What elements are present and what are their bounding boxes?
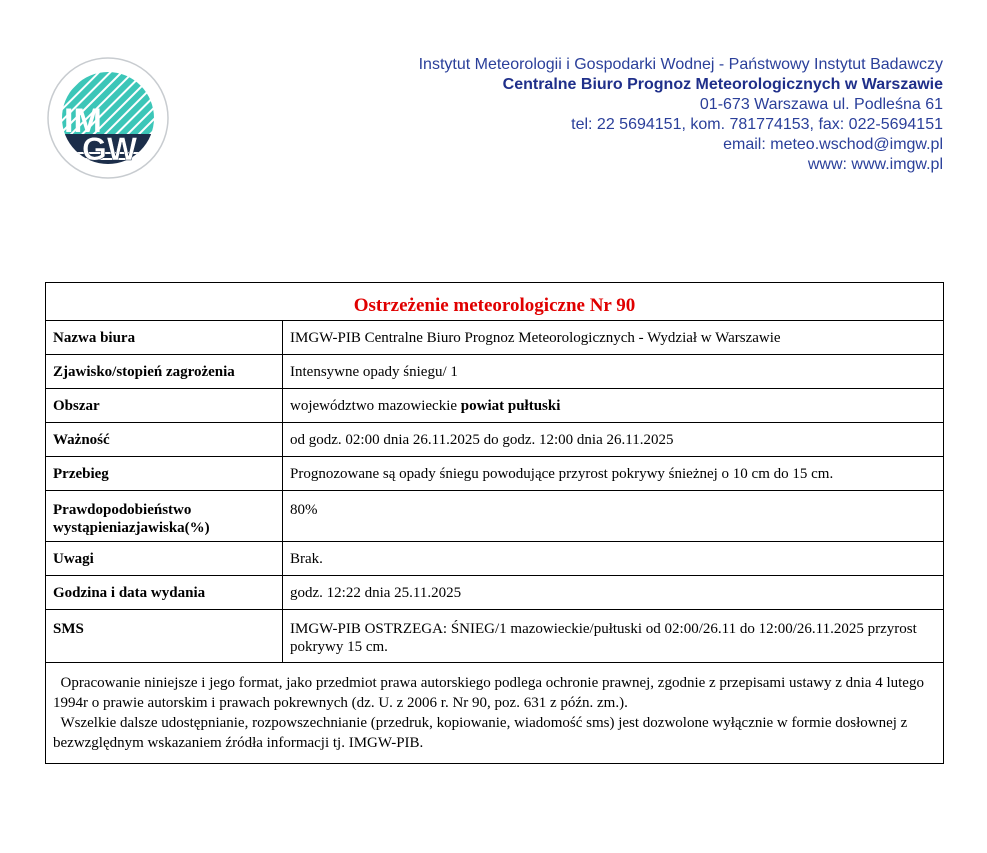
svg-text:GW: GW (82, 131, 138, 167)
county: powiat pułtuski (460, 397, 561, 414)
row-value: godz. 12:22 dnia 25.11.2025 (283, 576, 944, 610)
table-row (46, 321, 944, 355)
copyright-p2: Wszelkie dalsze udostępnianie, rozpowszechnianie (przedruk, kopiowanie, wiadomość sms) jest dozwolone wyłącznie w formie dosłownej z bezwzględnym wskazaniem źródła informacji tj. IMGW-PIB. (53, 715, 908, 751)
copyright-p1: Opracowanie niniejsze i jego format, jako przedmiot prawa autorskiego podlega ochronie prawnej, zgodnie z przepisami ustawy z dnia 4 lutego 1994r o prawie autorskim i prawach pokrewnych (dz. U. z 2006 r. Nr 90, poz. 631 z późn. zm.). (53, 675, 924, 711)
table-row (46, 355, 944, 389)
row-label: Obszar (46, 389, 283, 423)
table-row (46, 576, 944, 610)
table-row (46, 423, 944, 457)
row-label: SMS (46, 610, 283, 663)
row-value: IMGW-PIB OSTRZEGA: ŚNIEG/1 mazowieckie/pułtuski od 02:00/26.11 do 12:00/26.11.2025 przyrost pokrywy 15 cm. (283, 610, 944, 663)
row-label: Zjawisko/stopień zagrożenia (46, 355, 283, 389)
region: województwo mazowieckie (290, 397, 461, 414)
row-label: Ważność (46, 423, 283, 457)
row-label: Przebieg (46, 457, 283, 491)
row-value: Intensywne opady śniegu/ 1 (283, 355, 944, 389)
office-name: Centralne Biuro Prognoz Meteorologicznych w Warszawie (502, 76, 943, 93)
row-value: 80% (283, 491, 944, 542)
phone: tel: 22 5694151, kom. 781774153, fax: 022-5694151 (571, 116, 943, 133)
row-value: IMGW-PIB Centralne Biuro Prognoz Meteorologicznych - Wydział w Warszawie (283, 321, 944, 355)
table-row (46, 610, 944, 663)
institute-name: Instytut Meteorologii i Gospodarki Wodnej - Państwowy Instytut Badawczy (418, 56, 943, 73)
warning-title: Ostrzeżenie meteorologiczne Nr 90 (46, 283, 944, 321)
row-value: od godz. 02:00 dnia 26.11.2025 do godz. 12:00 dnia 26.11.2025 (283, 423, 944, 457)
table-row (46, 491, 944, 542)
row-label: Prawdopodobieństwo wystąpieniazjawiska(%) (46, 491, 283, 542)
address: 01-673 Warszawa ul. Podleśna 61 (699, 96, 943, 113)
email[interactable]: email: meteo.wschod@imgw.pl (723, 136, 943, 153)
row-value (283, 389, 944, 423)
row-value: Brak. (283, 542, 944, 576)
institute-header (419, 55, 943, 175)
table-row (46, 389, 944, 423)
table-row (46, 542, 944, 576)
warning-table (45, 282, 944, 764)
copyright-notice (46, 663, 944, 764)
table-row (46, 457, 944, 491)
svg-text:IM: IM (64, 102, 102, 140)
row-label: Godzina i data wydania (46, 576, 283, 610)
website[interactable]: www: www.imgw.pl (807, 156, 943, 173)
row-label: Uwagi (46, 542, 283, 576)
row-value: Prognozowane są opady śniegu powodujące przyrost pokrywy śnieżnej o 10 cm do 15 cm. (283, 457, 944, 491)
imgw-logo (46, 56, 170, 180)
row-label: Nazwa biura (46, 321, 283, 355)
